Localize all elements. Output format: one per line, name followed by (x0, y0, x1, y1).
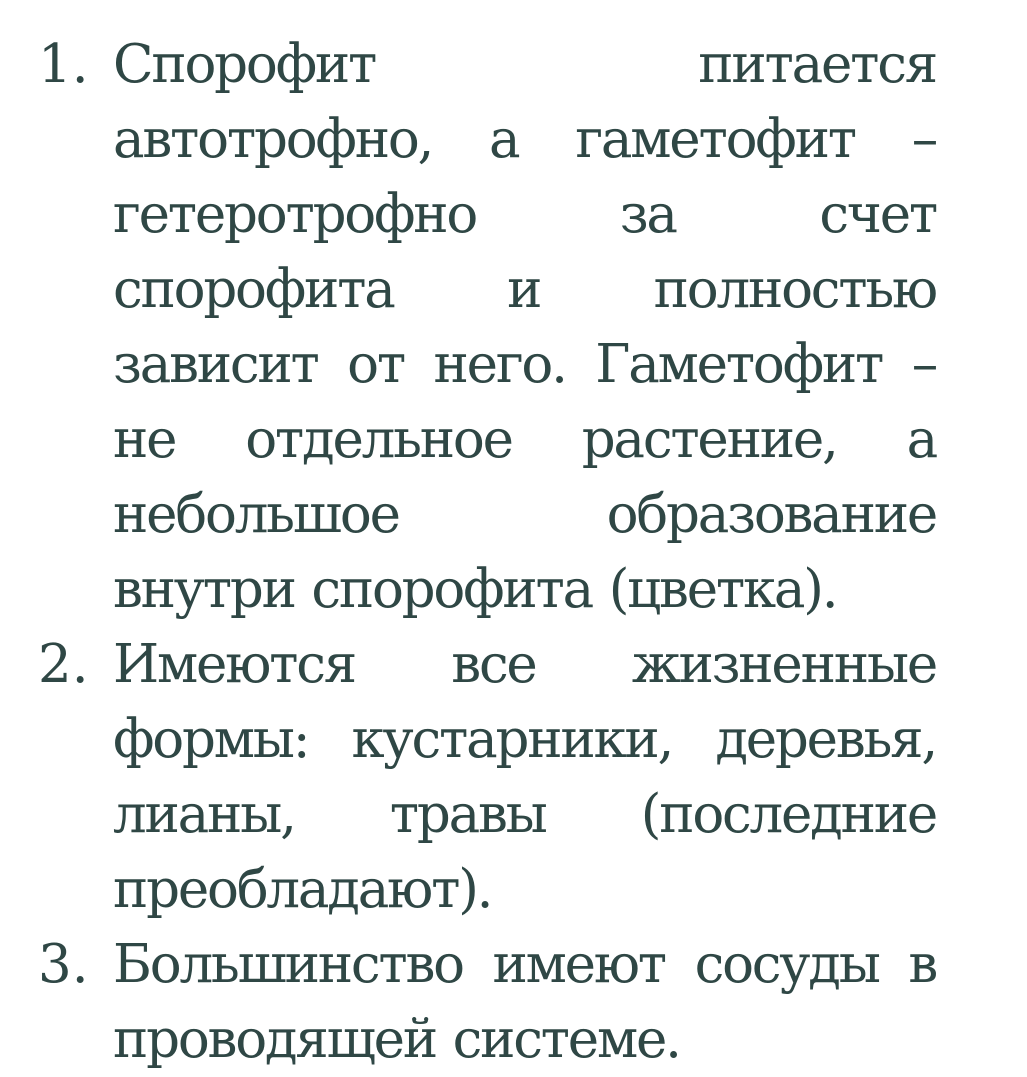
list-item-1 (0, 27, 1027, 627)
list-item-2 (0, 627, 1027, 927)
list-item-text: Имеются все жизненные формы: кустарники, деревья, лианы, травы (последние преобладают). (113, 634, 936, 920)
list-number: 2. (38, 634, 89, 695)
numbered-list (0, 27, 1027, 1077)
list-item-text: Спорофит питается автотрофно, а гаметофит – гетеротрофно за счет спорофита и полностью зависит от него. Гаметофит – не отдельное растение, а небольшое образование внутри спорофита (цветка). (113, 34, 936, 620)
list-number: 1. (38, 34, 89, 95)
list-item-text: Большинство имеют сосуды в проводящей системе. (113, 934, 936, 1070)
list-item-3 (0, 927, 1027, 1077)
list-number: 3. (38, 934, 89, 995)
